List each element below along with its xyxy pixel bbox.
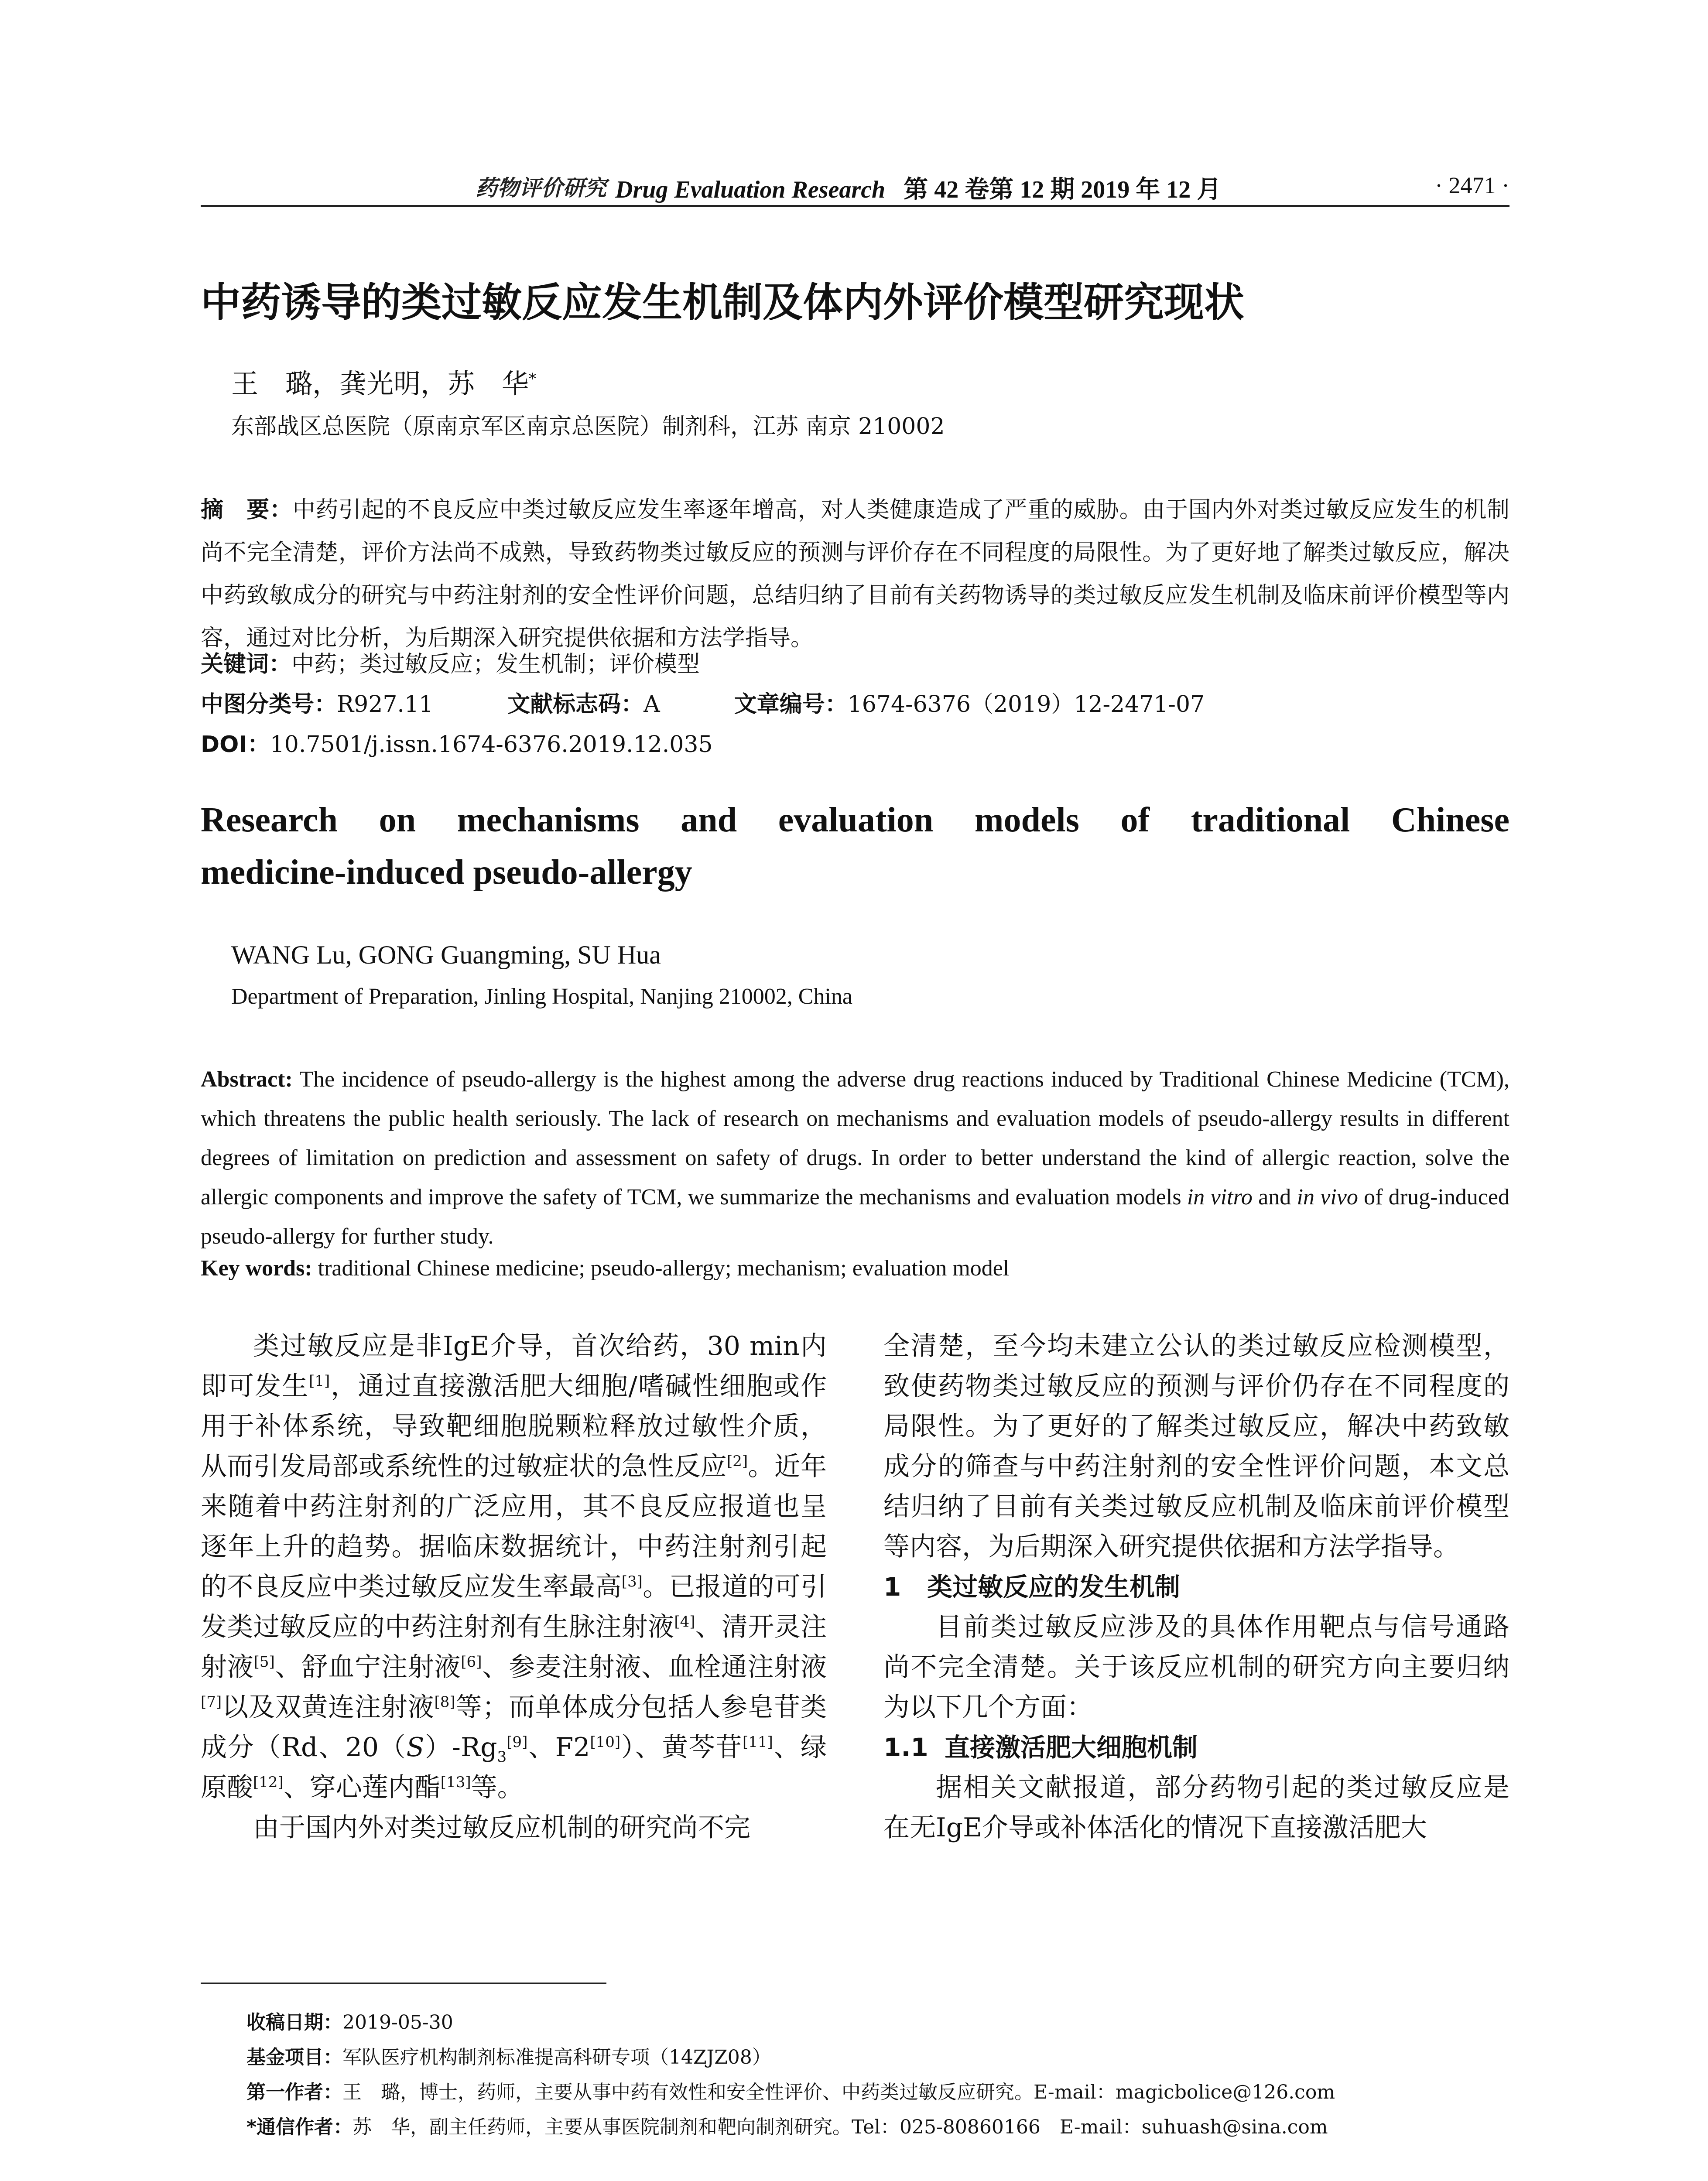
article-no-value: 1674-6376（2019）12-2471-07 [847,691,1205,718]
abstract-en-em: in vitro [1187,1185,1253,1210]
abstract-en-label: Abstract: [201,1067,293,1092]
doi-value[interactable]: 10.7501/j.issn.1674-6376.2019.12.035 [270,732,713,758]
affiliation-cn: 东部战区总医院（原南京军区南京总医院）制剂科，江苏 南京 210002 [231,414,945,440]
abstract-en-text: and [1252,1185,1297,1210]
page-number: · 2471 · [1435,172,1509,198]
footnote-rule [201,1983,606,1984]
journal-issue: 第 42 卷第 12 期 2019 年 12 月 [904,176,1222,203]
citation[interactable]: [4] [674,1613,695,1631]
article-title-cn: 中药诱导的类过敏反应发生机制及体内外评价模型研究现状 [201,279,1245,326]
footnote-first-author: 第一作者：王 璐，博士，药师，主要从事中药有效性和安全性评价、中药类过敏反应研究。E-mail：magicbolice@126.com [246,2081,1335,2103]
keywords-cn-label: 关键词： [201,651,292,677]
abstract-en-em: in vivo [1297,1185,1358,1210]
abstract-cn-text: 中药引起的不良反应中类过敏反应发生率逐年增高，对人类健康造成了严重的威胁。由于国内外对类过敏反应发生的机制尚不完全清楚，评价方法尚不成熟，导致药物类过敏反应的预测与评价存在不同程度的局限性。为了更好地了解类过敏反应，解决中药致敏成分的研究与中药注射剂的安全性评价问题，总结归纳了目前有关药物诱导的类过敏反应发生机制及临床前评价模型等内容，通过对比分析，为后期深入研究提供依据和方法学指导。 [201,497,1509,651]
keywords-en-label: Key words: [201,1256,312,1281]
svg-text:药物评价研究: 药物评价研究 [476,175,606,201]
corresponding-mark: * [529,370,537,388]
body-column-right [883,1326,1509,1848]
doi-line [201,726,1509,759]
title-en-word: and [681,801,737,839]
citation[interactable]: [5] [253,1653,275,1671]
body-paragraph: 类过敏反应是非IgE介导，首次给药，30 min内即可发生[1]，通过直接激活肥大细胞/嗜碱性细胞或作用于补体系统，导致靶细胞脱颗粒释放过敏性介质，从而引发局部或系统性的过敏症状的急性反应[2]。近年来随着中药注射剂的广泛应用，其不良反应报道也呈逐年上升的趋势。据临床数据统计，中药注射剂引起的不良反应中类过敏反应发生率最高[3]。已报道的可引发类过敏反应的中药注射剂有生脉注射液[4]、清开灵注射液[5]、舒血宁注射液[6]、参麦注射液、血栓通注射液[7]以及双黄连注射液[8]等；而单体成分包括人参皂苷类成分（Rd、$20(S)-Rg_3[9]$、F2[10]）、黄芩苷[11]、绿原酸[12]、穿心莲内酯[13]等。 [201,1331,827,1803]
citation[interactable]: [8] [434,1693,455,1711]
citation[interactable]: [1] [309,1372,330,1390]
citation[interactable]: [12] [253,1774,284,1791]
classification-line [201,686,1509,718]
abstract-cn-label: 摘 要： [201,497,293,523]
journal-logo [476,174,606,202]
subsection-heading: 1.1 直接激活肥大细胞机制 [883,1733,1198,1762]
body-paragraph: 目前类过敏反应涉及的具体作用靶点与信号通路尚不完全清楚。关于该反应机制的研究方向主要归纳为以下几个方面： [883,1612,1509,1723]
citation[interactable]: [9] [507,1733,528,1751]
header-rule [201,205,1509,207]
title-en-word: mechanisms [457,801,640,839]
citation[interactable]: [13] [440,1774,471,1791]
journal-issue-line [615,170,1221,205]
authors-cn-names: 王 璐，龚光明，苏 华 [231,368,529,400]
section-heading: 1 类过敏反应的发生机制 [883,1572,1181,1602]
citation[interactable]: [7] [201,1693,222,1711]
running-header [201,166,1509,209]
keywords-cn-text: 中药；类过敏反应；发生机制；评价模型 [291,651,700,677]
keywords-en [201,1255,1509,1281]
citation[interactable]: [10] [590,1733,621,1751]
title-en-word: of [1120,801,1150,839]
journal-title-en: Drug Evaluation Research [615,176,886,203]
citation[interactable]: [2] [726,1453,748,1470]
body-column-left [201,1326,827,1848]
title-en-word: traditional [1191,801,1350,839]
title-en-line1 [201,794,1509,846]
doc-code-value: A [643,691,660,718]
title-en-line2: medicine-induced pseudo-allergy [201,853,692,892]
authors-cn [231,362,536,401]
citation[interactable]: [6] [461,1653,482,1671]
title-en-word: Research [201,801,338,839]
citation[interactable]: [11] [742,1733,773,1751]
title-en-word: evaluation [778,801,934,839]
keywords-cn [201,646,1509,678]
body-paragraph: 由于国内外对类过敏反应机制的研究尚不完 [253,1812,750,1843]
article-no-label: 文章编号： [734,691,848,718]
footnote-received: 收稿日期：2019-05-30 [246,2011,453,2034]
affiliation-en: Department of Preparation, Jinling Hospital, Nanjing 210002, China [231,984,852,1009]
footnote-corresponding-author: *通信作者：苏 华，副主任药师，主要从事医院制剂和靶向制剂研究。Tel：025-80860166 E-mail：suhuash@sina.com [246,2116,1328,2138]
footnote-funding: 基金项目：军队医疗机构制剂标准提高科研专项（14ZJZ08） [246,2046,771,2068]
abstract-cn [201,489,1509,660]
clc-value: R927.11 [337,691,434,718]
title-en-word: models [974,801,1079,839]
body-paragraph: 据相关文献报道，部分药物引起的类过敏反应是在无IgE介导或补体活化的情况下直接激活肥大 [883,1772,1509,1843]
abstract-en [201,1060,1509,1256]
abstract-en-text: of drug-induced pseudo-allergy for further study. [201,1185,1509,1249]
abstract-en-text: The incidence of pseudo-allergy is the highest among the adverse drug reactions induced by Traditional Chinese Medicine (TCM), which threatens the public health seriously. The lack of research on mechanisms and evaluation models of pseudo-allergy results in different degrees of limitation on prediction and assessment on safety of drugs. In order to better understand the kind of allergic reaction, solve the allergic components and improve the safety of TCM, we summarize the mechanisms and evaluation models [201,1067,1509,1210]
doc-code-label: 文献标志码： [507,691,644,718]
authors-en: WANG Lu, GONG Guangming, SU Hua [231,940,661,969]
clc-label: 中图分类号： [201,691,337,718]
body-paragraph: 全清楚，至今均未建立公认的类过敏反应检测模型，致使药物类过敏反应的预测与评价仍存在不同程度的局限性。为了更好的了解类过敏反应，解决中药致敏成分的筛查与中药注射剂的安全性评价问题，本文总结归纳了目前有关类过敏反应机制及临床前评价模型等内容，为后期深入研究提供依据和方法学指导。 [883,1331,1509,1562]
article-title-en [201,794,1509,899]
doi-label: DOI： [201,732,270,758]
citation[interactable]: [3] [621,1573,643,1590]
title-en-word: on [379,801,416,839]
title-en-word: Chinese [1391,801,1509,839]
keywords-en-text: traditional Chinese medicine; pseudo-allergy; mechanism; evaluation model [312,1256,1010,1281]
